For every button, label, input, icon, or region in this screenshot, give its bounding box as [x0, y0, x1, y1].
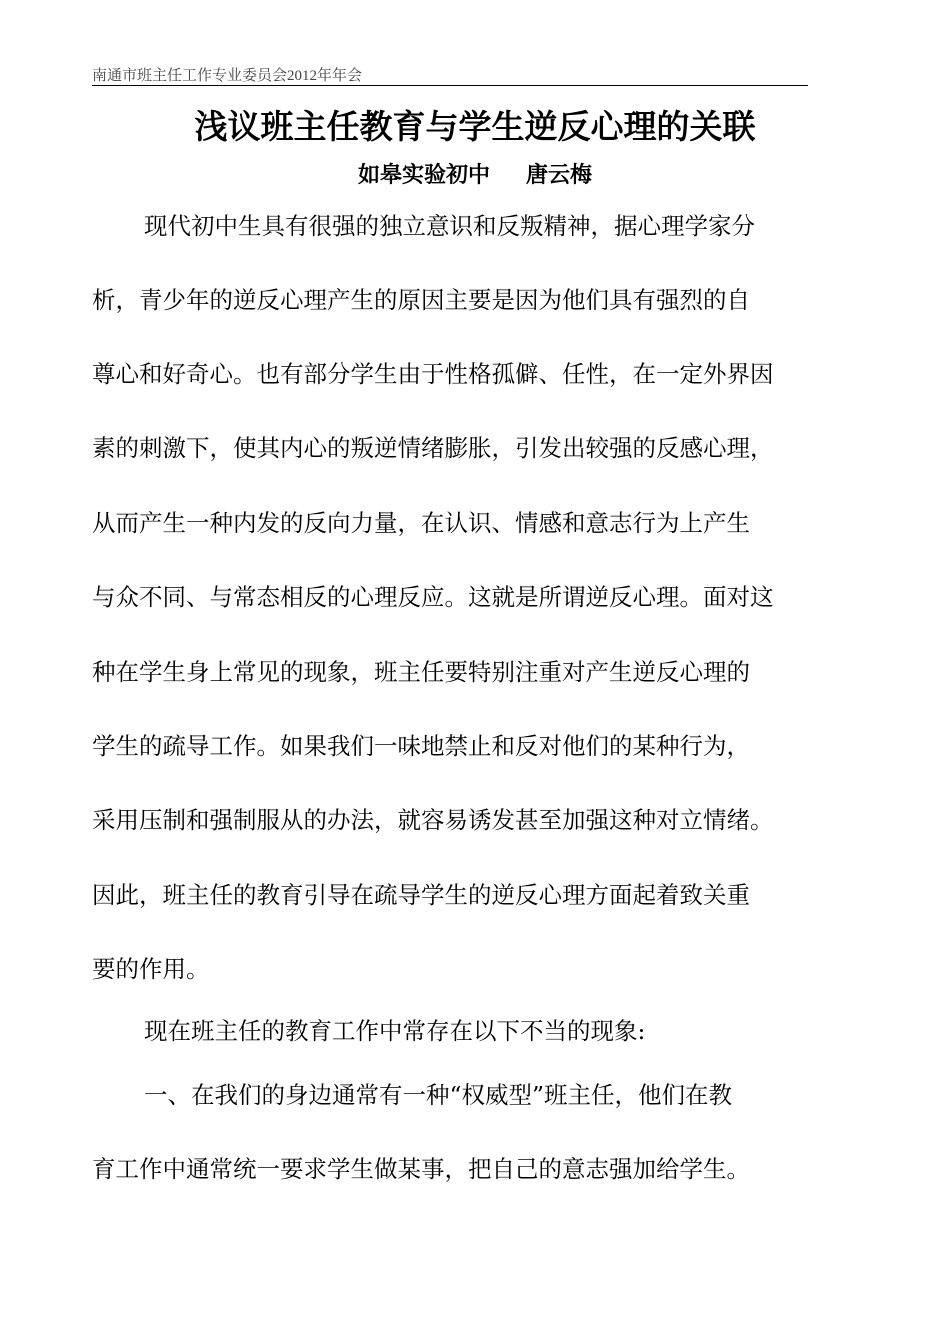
body-line: 要的作用。 [92, 955, 210, 983]
author-line [0, 158, 950, 189]
body-line: 育工作中通常统一要求学生做某事，把自己的意志强加给学生。 [92, 1155, 750, 1183]
body-line: 从而产生一种内发的反向力量，在认识、情感和意志行为上产生 [92, 509, 750, 537]
body-line: 一、在我们的身边通常有一种“权威型”班主任，他们在教 [144, 1081, 733, 1109]
body-line: 因此，班主任的教育引导在疏导学生的逆反心理方面起着致关重 [92, 881, 750, 909]
body-line: 与众不同、与常态相反的心理反应。这就是所谓逆反心理。面对这 [92, 583, 774, 611]
header-rule [92, 85, 808, 86]
body-line: 尊心和好奇心。也有部分学生由于性格孤僻、任性，在一定外界因 [92, 360, 774, 388]
header-text: 南通市班主任工作专业委员会2012年年会 [92, 68, 363, 84]
page-title: 浅议班主任教育与学生逆反心理的关联 [194, 107, 756, 146]
body-line: 学生的疏导工作。如果我们一味地禁止和反对他们的某种行为， [92, 732, 750, 760]
body-line: 素的刺激下，使其内心的叛逆情绪膨胀，引发出较强的反感心理， [92, 434, 774, 462]
body-line: 析，青少年的逆反心理产生的原因主要是因为他们具有强烈的自 [92, 286, 750, 314]
body-line: 现在班主任的教育工作中常存在以下不当的现象: [144, 1017, 646, 1045]
author-name: 唐云梅 [526, 162, 593, 188]
body-line: 种在学生身上常见的现象，班主任要特别注重对产生逆反心理的 [92, 658, 750, 686]
body-line: 采用压制和强制服从的办法，就容易诱发甚至加强这种对立情绪。 [92, 806, 774, 834]
body-line: 现代初中生具有很强的独立意识和反叛精神，据心理学家分 [144, 212, 755, 240]
author-school: 如皋实验初中 [357, 162, 490, 188]
